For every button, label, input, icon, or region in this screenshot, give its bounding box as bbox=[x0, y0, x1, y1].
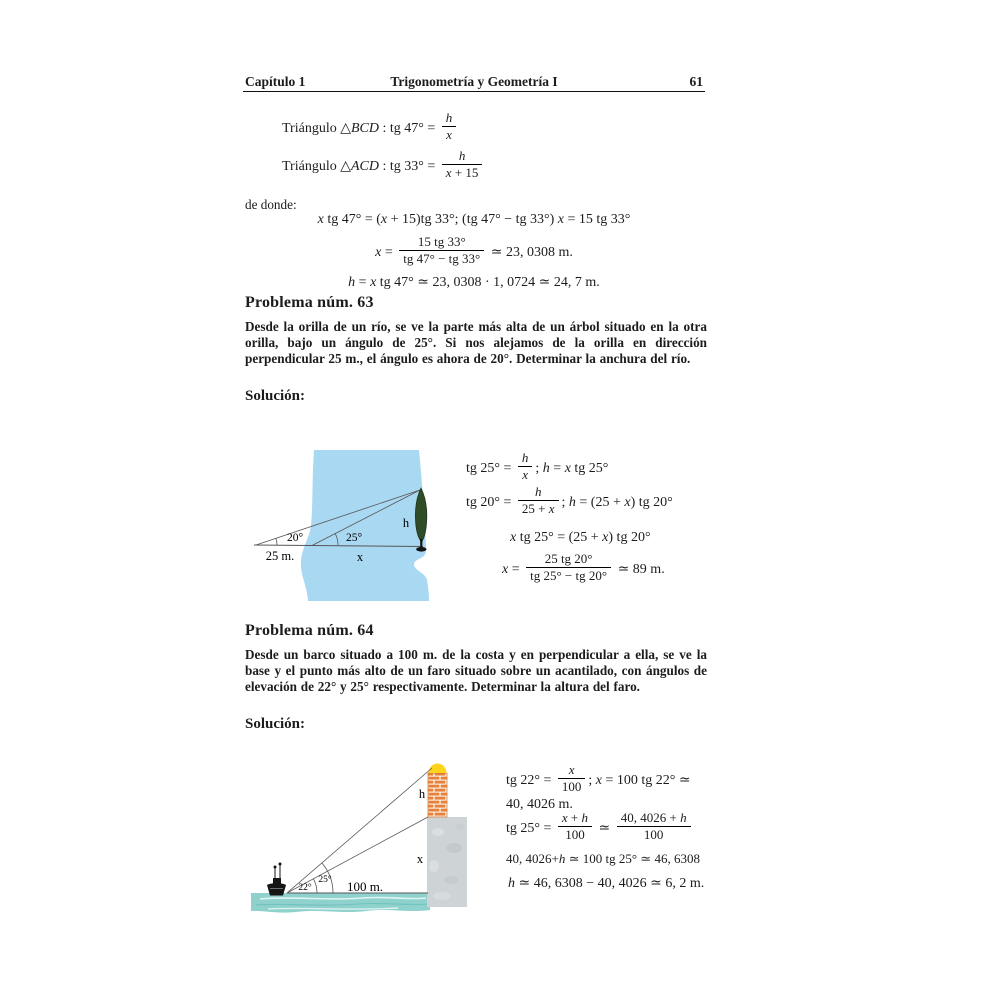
label-angle-20: 20° bbox=[286, 532, 304, 544]
header-page-number: 61 bbox=[689, 74, 703, 89]
fig2-equation-3: 40, 4026+h ≃ 100 tg 25° ≃ 46, 6308 bbox=[506, 851, 700, 866]
label-angle-25: 25° bbox=[318, 875, 332, 885]
equation-triangle-bcd: Triángulo △BCD : tg 47° = $\frac{h}{x}$ bbox=[282, 112, 459, 146]
sight-line-25 bbox=[287, 768, 432, 893]
problem-63-solution-label: Solución: bbox=[245, 388, 306, 404]
label-distance-25m: 25 m. bbox=[265, 549, 295, 563]
fig1-equation-4: x = $\frac{25 tg 20^\circ}{tg 25^\circ - tg 20^\circ}$ ≃ 89 m. bbox=[502, 551, 665, 584]
equation-triangle-acd: Triángulo △ACD : tg 33° = $\frac{h}{x + 15}$ bbox=[282, 150, 485, 184]
label-x: x bbox=[356, 550, 364, 564]
fig2-equation-1b: 40, 4026 m. bbox=[506, 797, 573, 812]
fig2-equation-2: tg 25° = $\frac{x + h}{100}$ ≃ $\frac{40, 4026 + h}{100}$ bbox=[506, 812, 694, 846]
problem-63-statement: Desde la orilla de un río, se ve la parte más alta de un árbol situado en la otra orilla, bajo un ángulo de 25°. Si nos alejamos de la orilla en dirección perpendicular 25 m., el ángulo es ahora de 20°. Determinar la anchura del río. bbox=[245, 319, 707, 366]
problem-64-title: Problema núm. 64 bbox=[245, 622, 374, 639]
tree-base bbox=[416, 547, 426, 552]
figure-lighthouse-diagram bbox=[248, 752, 498, 922]
label-x: x bbox=[416, 852, 424, 866]
fig1-equation-2: tg 20° = $\frac{h}{25 + x}$ ; h = (25 + x) tg 20° bbox=[466, 484, 673, 517]
lighthouse-tower bbox=[428, 773, 447, 817]
equation-dedonde-1: x tg 47° = (x + 15)tg 33°; (tg 47° − tg 33°) x = 15 tg 33° bbox=[317, 212, 631, 227]
header-title: Trigonometría y Geometría I bbox=[390, 74, 558, 89]
equation-dedonde-2: x = $\frac{15 tg 33^\circ}{tg 47^\circ - tg 33^\circ}$ ≃ 23, 0308 m. bbox=[375, 234, 573, 267]
header-chapter: Capítulo 1 bbox=[245, 74, 306, 89]
connector-text: de donde: bbox=[245, 197, 297, 212]
label-distance-100m: 100 m. bbox=[346, 879, 384, 894]
page-header bbox=[243, 74, 705, 92]
equation-dedonde-3: h = x tg 47° ≃ 23, 0308 · 1, 0724 ≃ 24, 7 m. bbox=[348, 275, 600, 290]
label-angle-22: 22° bbox=[298, 883, 312, 893]
label-h: h bbox=[402, 516, 410, 530]
label-angle-25: 25° bbox=[345, 532, 363, 544]
label-h: h bbox=[418, 787, 426, 801]
boat bbox=[267, 863, 286, 896]
problem-64-statement: Desde un barco situado a 100 m. de la costa y en perpendicular a ella, se ve la base y el punto más alto de un faro situado sobre un acantilado, con ángulos de elevación de 22° y 25° respectivamente. Determinar la altura del faro. bbox=[245, 647, 707, 694]
fig2-equation-4: h ≃ 46, 6308 − 40, 4026 ≃ 6, 2 m. bbox=[508, 876, 705, 891]
river-shape bbox=[301, 450, 429, 601]
figure-river-diagram bbox=[250, 443, 465, 611]
angle-arc-20 bbox=[276, 538, 277, 545]
fig2-equation-1a: tg 22° = $\frac{x}{100}$ ; x = 100 tg 22° ≃ bbox=[506, 762, 691, 795]
fig1-equation-3: x tg 25° = (25 + x) tg 20° bbox=[510, 530, 651, 545]
problem-63-title: Problema núm. 63 bbox=[245, 294, 374, 311]
problem-64-solution-label: Solución: bbox=[245, 716, 306, 732]
fig1-equation-1: tg 25° = $\frac{h}{x}$ ; h = x tg 25° bbox=[466, 450, 609, 483]
angle-arc-22 bbox=[313, 879, 317, 893]
